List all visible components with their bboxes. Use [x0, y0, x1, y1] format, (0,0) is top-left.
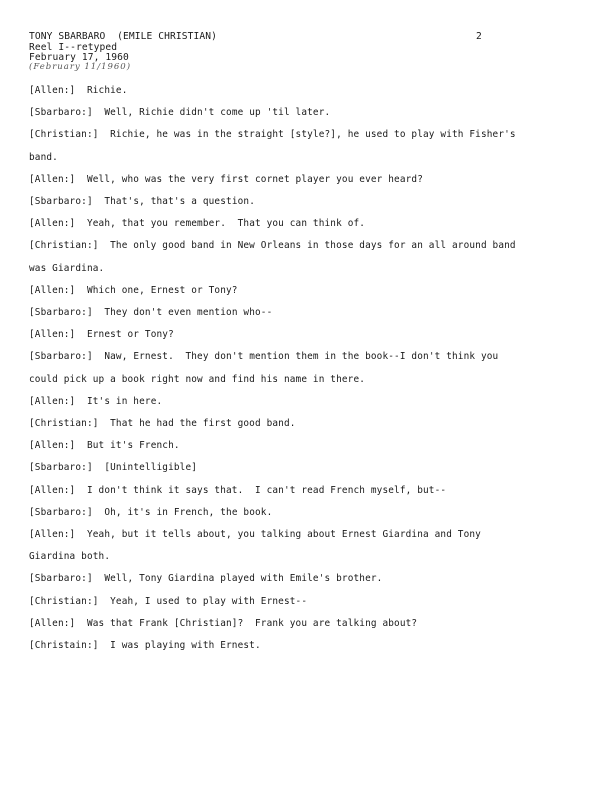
speaker-label: [Christian:] [29, 595, 99, 607]
speaker-label: [Sbarbaro:] [29, 196, 93, 207]
speaker-label: [Allen:] [29, 395, 76, 407]
transcript-line [29, 485, 446, 496]
transcript-line [29, 596, 307, 607]
speaker-label: [Allen:] [29, 617, 76, 629]
transcript-line [29, 396, 162, 407]
transcript-line [29, 440, 180, 451]
transcript-line [29, 418, 296, 429]
handwritten-date-note: (February 11/1960) [29, 62, 132, 72]
utterance-text: It's in here. [86, 395, 163, 407]
transcript-line [29, 107, 330, 118]
utterance-text: That's, that's a question. [104, 196, 255, 207]
transcript-line [29, 85, 128, 96]
utterance-text: Richie. [86, 85, 128, 96]
utterance-text: The only good band in New Orleans in those days for an all around band [110, 240, 516, 252]
utterance-continuation: band. [29, 151, 58, 163]
transcript-line [29, 329, 174, 340]
transcript-line [29, 307, 272, 318]
speaker-label: [Sbarbaro:] [29, 307, 93, 318]
transcript-line [29, 218, 365, 229]
interview-date: February 17, 1960 [29, 52, 129, 63]
speaker-label: [Christian:] [29, 240, 99, 252]
transcript-line [29, 129, 516, 140]
utterance-continuation: could pick up a book right now and find his name in there. [29, 373, 366, 385]
utterance-text: Well, Tony Giardina played with Emile's brother. [104, 573, 383, 585]
speaker-label: [Allen:] [29, 173, 76, 185]
transcript-line [29, 196, 255, 207]
utterance-text: But it's French. [86, 440, 180, 452]
speaker-label: [Christain:] [29, 640, 99, 651]
transcript-line [29, 462, 197, 473]
transcript-line [29, 529, 481, 540]
speaker-label: [Allen:] [29, 85, 76, 96]
speaker-label: [Allen:] [29, 484, 76, 496]
utterance-continuation: was Giardina. [29, 262, 105, 274]
utterance-text: That he had the first good band. [110, 418, 296, 429]
utterance-text: Yeah, that you remember. That you can think of. [86, 218, 366, 230]
speaker-label: [Christian:] [29, 418, 99, 429]
page-number: 2 [476, 31, 482, 42]
transcript-line [29, 174, 423, 185]
utterance-text: I don't think it says that. I can't read French myself, but-- [86, 484, 447, 496]
utterance-text: Yeah, I used to play with Ernest-- [110, 595, 308, 607]
transcript-line [29, 351, 498, 362]
transcript-line [29, 640, 261, 651]
utterance-text: Ernest or Tony? [86, 329, 174, 341]
speaker-label: [Allen:] [29, 218, 76, 230]
reel-label: Reel I--retyped [29, 42, 118, 53]
utterance-text: Yeah, but it tells about, you talking about Ernest Giardina and Tony [86, 529, 481, 540]
speaker-label: [Allen:] [29, 440, 76, 452]
utterance-text: Well, Richie didn't come up 'til later. [104, 107, 331, 119]
utterance-text: Richie, he was in the straight [style?], he used to play with Fisher's [110, 129, 516, 141]
speaker-label: [Sbarbaro:] [29, 573, 93, 585]
utterance-text: Oh, it's in French, the book. [104, 506, 273, 518]
speaker-label: [Sbarbaro:] [29, 107, 93, 119]
utterance-text: [Unintelligible] [104, 462, 198, 474]
speaker-label: [Sbarbaro:] [29, 351, 93, 363]
transcript-line [29, 573, 382, 584]
speaker-label: [Allen:] [29, 529, 76, 540]
utterance-text: Naw, Ernest. They don't mention them in the book--I don't think you [104, 351, 499, 363]
utterance-text: They don't even mention who-- [104, 307, 273, 318]
utterance-text: I was playing with Ernest. [110, 640, 261, 651]
transcript-line [29, 240, 516, 251]
speaker-label: [Allen:] [29, 284, 76, 296]
utterance-text: Was that Frank [Christian]? Frank you are talking about? [86, 617, 418, 629]
transcript-line [29, 618, 417, 629]
transcript-line [29, 285, 238, 296]
speaker-label: [Christian:] [29, 129, 99, 141]
speaker-label: [Allen:] [29, 329, 76, 341]
utterance-continuation: Giardina both. [29, 551, 111, 563]
transcript-line [29, 507, 272, 518]
speaker-label: [Sbarbaro:] [29, 462, 93, 474]
utterance-text: Well, who was the very first cornet player you ever heard? [86, 173, 424, 185]
utterance-text: Which one, Ernest or Tony? [86, 284, 238, 296]
document-title: TONY SBARBARO (EMILE CHRISTIAN) [29, 31, 218, 42]
speaker-label: [Sbarbaro:] [29, 506, 93, 518]
